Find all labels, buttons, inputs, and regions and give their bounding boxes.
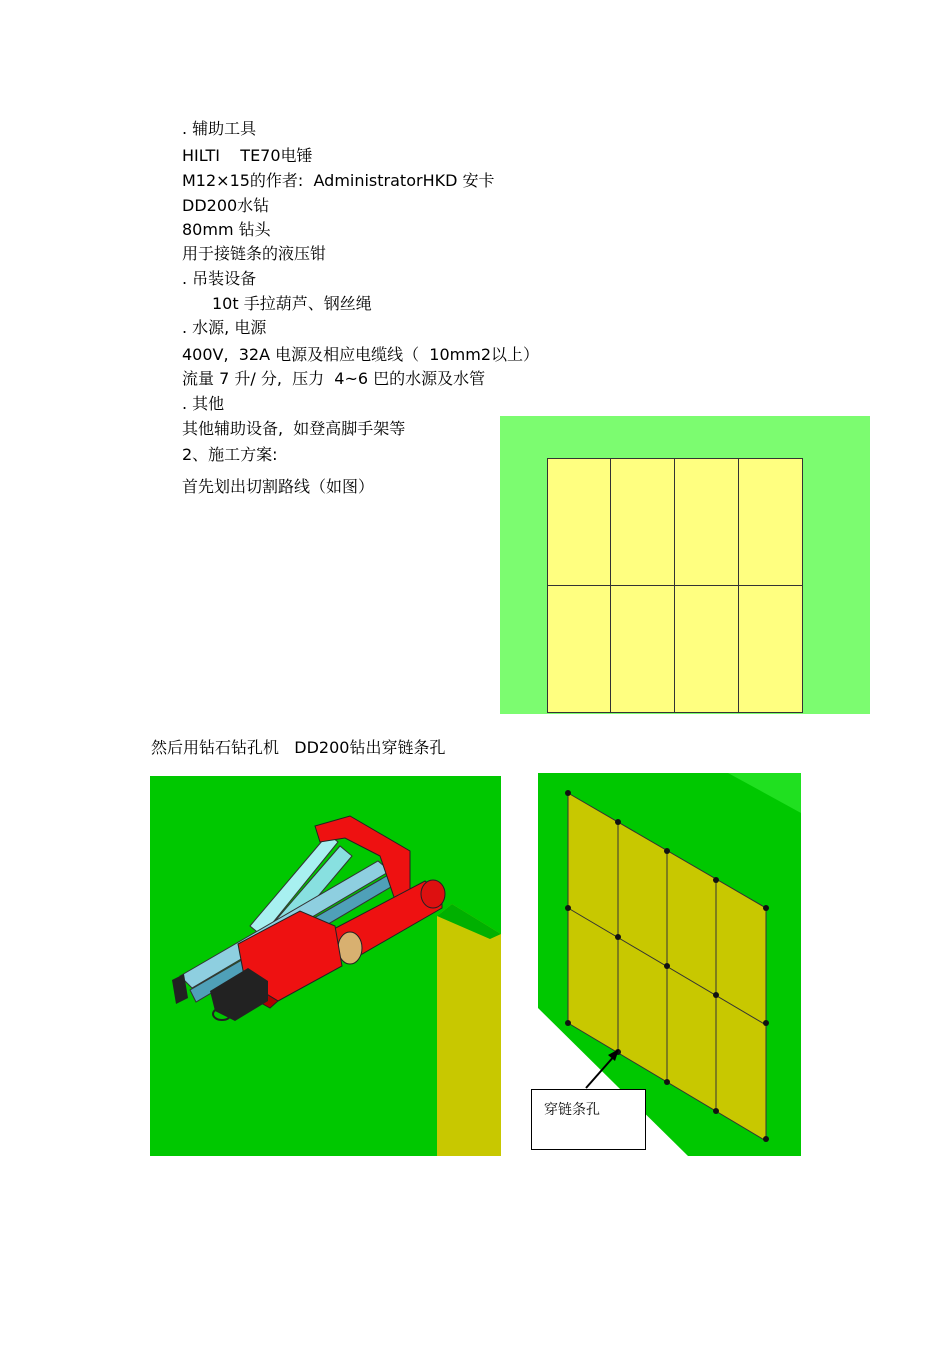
text-line: . 吊装设备: [182, 269, 257, 288]
text-line: 首先划出切割路线（如图）: [182, 477, 375, 496]
text-line: 400V, 32A 电源及相应电缆线（ 10mm2以上）: [182, 345, 540, 364]
grid-cell: [738, 585, 803, 713]
grid-cell: [674, 458, 739, 586]
grid-cell: [610, 585, 675, 713]
text-line: HILTI TE70电锤: [182, 146, 313, 165]
text-line: 80mm 钻头: [182, 220, 271, 239]
drill-machine-illustration: [150, 776, 501, 1156]
caption-drilling: 然后用钻石钻孔机 DD200钻出穿链条孔: [151, 738, 446, 757]
text-line: 2、施工方案:: [182, 445, 278, 464]
text-line: 其他辅助设备, 如登高脚手架等: [182, 419, 406, 438]
text-line: 用于接链条的液压钳: [182, 244, 327, 263]
text-line: . 辅助工具: [182, 119, 257, 138]
text-line: DD200水钻: [182, 196, 270, 215]
drill-machine-figure: [150, 776, 501, 1156]
grid-cell: [610, 458, 675, 586]
text-line: . 其他: [182, 394, 225, 413]
cutting-route-figure: [500, 416, 870, 714]
text-line: 10t 手拉葫芦、钢丝绳: [212, 294, 372, 313]
grid-cell: [547, 458, 611, 586]
chain-hole-callout: 穿链条孔: [531, 1089, 646, 1150]
grid-cell: [547, 585, 611, 713]
text-line: 流量 7 升/ 分, 压力 4~6 巴的水源及水管: [182, 369, 486, 388]
text-line: . 水源, 电源: [182, 318, 267, 337]
grid-cell: [738, 458, 803, 586]
grid-cell: [674, 585, 739, 713]
text-line: M12×15的作者: AdministratorHKD 安卡: [182, 171, 495, 190]
